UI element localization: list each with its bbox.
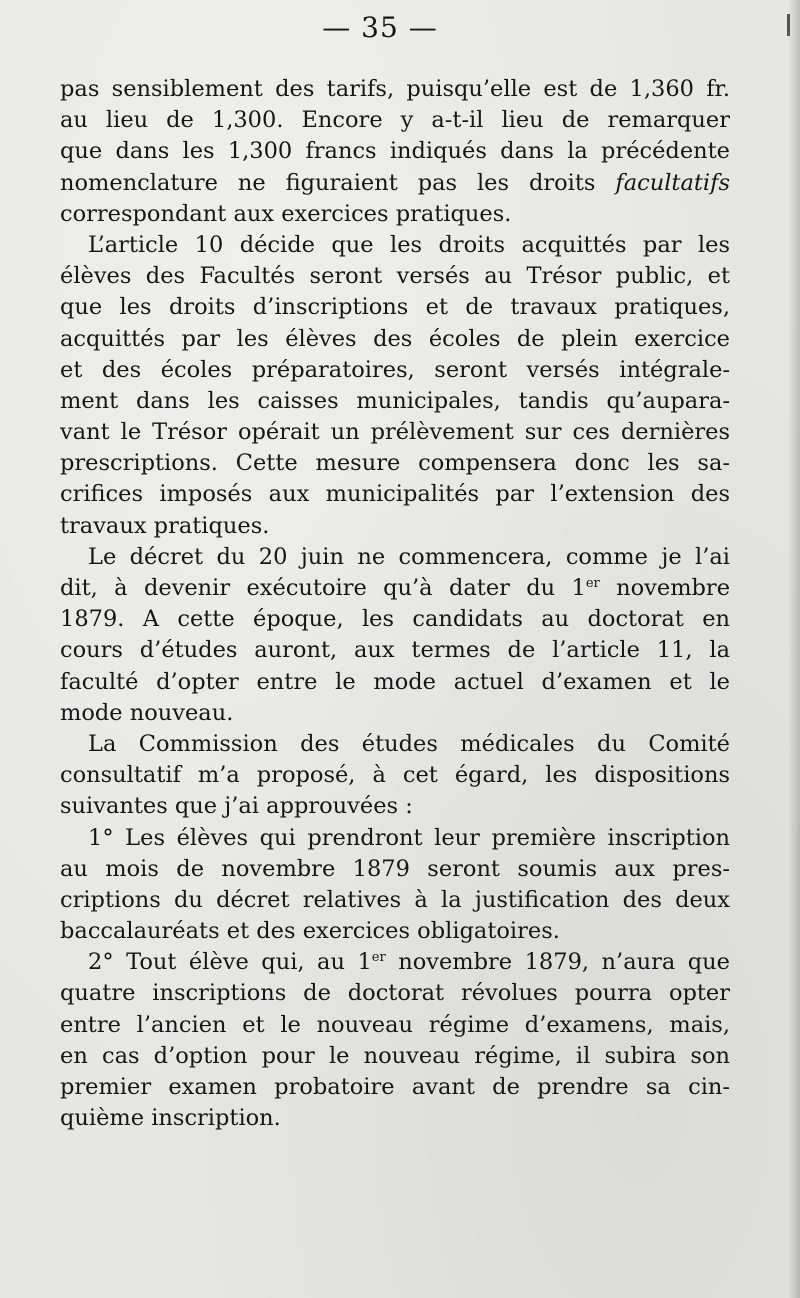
text-line-start: nomenclature ne figuraient pas les droits: [60, 169, 616, 196]
text-line: Le décret du 20 juin ne commencera, comme je l’ai: [88, 543, 730, 570]
text-line: premier examen probatoire avant de prendre sa cin-: [60, 1074, 730, 1100]
text-line: [60, 947, 730, 978]
text-line: [60, 168, 730, 199]
text-line: faculté d’opter entre le mode actuel d’examen et le: [60, 668, 730, 695]
text-line: travaux pratiques.: [60, 512, 270, 539]
text-line: cours d’études auront, aux termes de l’article 11, la: [60, 637, 730, 664]
text-line: baccalauréats et des exercices obligatoires.: [60, 918, 560, 945]
text-line-start: 2° Tout élève qui, au 1: [88, 949, 372, 976]
text-line: pas sensiblement des tarifs, puisqu’elle est de 1,360 fr.: [60, 76, 730, 102]
text-line: acquittés par les élèves des écoles de plein exercice: [60, 325, 730, 352]
text-line: élèves des Facultés seront versés au Trésor public, et: [60, 263, 730, 290]
text-line: [60, 573, 730, 604]
text-line: que les droits d’inscriptions et de travaux pratiques,: [60, 294, 730, 321]
text-line: criptions du décret relatives à la justification des deux: [60, 886, 730, 913]
text-line: quatre inscriptions de doctorat révolues pourra opter: [60, 980, 730, 1007]
text-line: La Commission des études médicales du Comité: [88, 730, 730, 757]
text-line: que dans les 1,300 francs indiqués dans la précédente: [60, 138, 730, 165]
text-line: au lieu de 1,300. Encore y a-t-il lieu de remarquer: [60, 107, 730, 134]
text-line: consultatif m’a proposé, à cet égard, les dispositions: [60, 762, 730, 789]
text-line: crifices imposés aux municipalités par l’extension des: [60, 481, 730, 508]
text-line: ment dans les caisses municipales, tandis qu’aupara-: [60, 387, 730, 414]
text-line: et des écoles préparatoires, seront versés intégrale-: [60, 356, 730, 383]
page-number: — 35 —: [322, 11, 438, 44]
text-line-end: novembre 1879, n’aura que: [385, 949, 730, 976]
body-text: [60, 74, 730, 1134]
text-line: 1879. A cette époque, les candidats au doctorat en: [60, 606, 730, 633]
text-line: 1° Les élèves qui prendront leur première inscription: [88, 824, 730, 851]
text-line: L’article 10 décide que les droits acquittés par les: [88, 231, 730, 258]
text-line: correspondant aux exercices pratiques.: [60, 200, 512, 227]
page-edge-shadow: [788, 0, 800, 1298]
text-line: en cas d’option pour le nouveau régime, il subira son: [60, 1042, 730, 1069]
text-line: au mois de novembre 1879 seront soumis aux pres-: [60, 855, 730, 882]
italic-word: facultatifs: [615, 169, 730, 196]
superscript: er: [585, 576, 600, 591]
text-line: prescriptions. Cette mesure compensera donc les sa-: [60, 450, 730, 477]
page-edge-mark: [787, 14, 790, 36]
text-line: vant le Trésor opérait un prélèvement sur ces dernières: [60, 419, 730, 446]
text-line: suivantes que j’ai approuvées :: [60, 793, 413, 820]
text-line: entre l’ancien et le nouveau régime d’examens, mais,: [60, 1011, 730, 1038]
superscript: er: [371, 950, 386, 966]
text-line-end: novembre: [599, 575, 731, 601]
text-line: mode nouveau.: [60, 699, 234, 726]
text-line-start: dit, à devenir exécutoire qu’à dater du 1: [60, 575, 586, 601]
text-line: quième inscription.: [60, 1105, 281, 1132]
